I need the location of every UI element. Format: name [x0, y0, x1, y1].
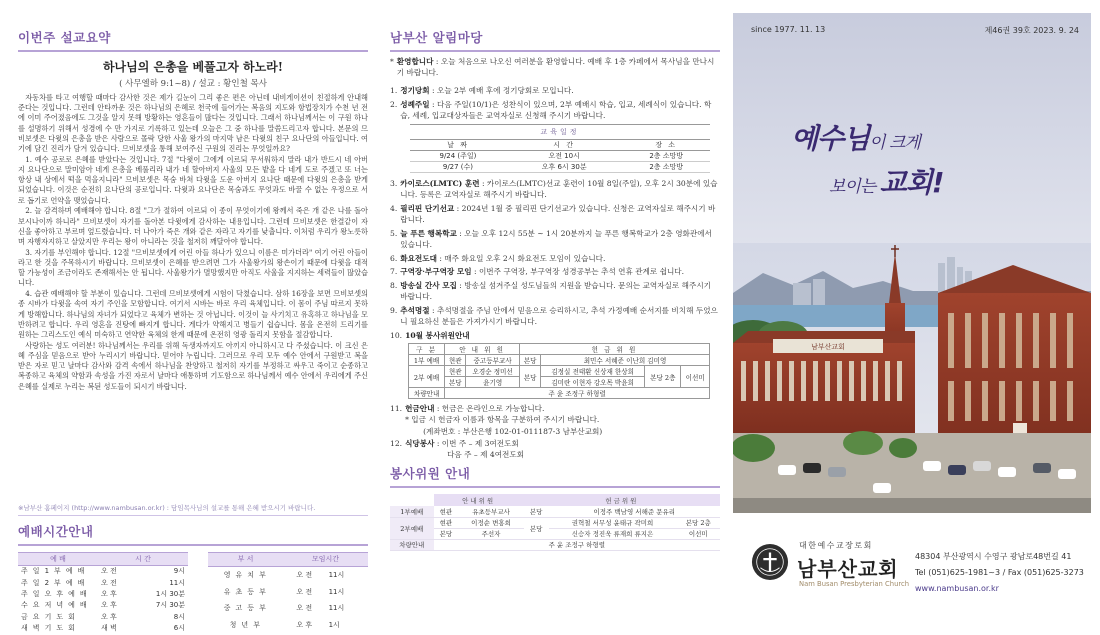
bullet: * — [390, 57, 394, 66]
notice-number: 10. — [390, 330, 403, 340]
notice-label: 성례주일 — [400, 100, 430, 110]
department-time: 1시 — [328, 621, 340, 630]
divider — [18, 544, 368, 546]
slogan-line-1 — [791, 117, 920, 157]
schedule-date: 9/24 (주일) — [410, 151, 506, 162]
worship-name: 주 일 오 후 예 배 — [21, 589, 89, 598]
worship-time: 7시 30분 — [155, 601, 185, 610]
schedule-date: 9/27 (수) — [410, 162, 506, 173]
table-row — [390, 506, 720, 517]
service-name: 1부예배 — [390, 506, 434, 517]
offering-names: 권혁철 서무성 윤태규 곽미희 — [549, 517, 677, 528]
notice-item — [390, 85, 720, 96]
offering-names: 이선미 — [681, 366, 710, 388]
offering-place: 본당 — [520, 355, 541, 366]
cover-panel — [733, 13, 1091, 625]
divider — [18, 50, 368, 52]
notice-label: 늘 푸른 행복학교 — [400, 228, 457, 238]
notice-text: : 매주 화요일 오후 2시 화요전도 모임이 있습니다. — [436, 253, 606, 263]
column-header: 헌금위원 — [524, 494, 720, 506]
notice-label: 방송실 간사 모집 — [400, 281, 457, 291]
church-address: 48304 부산광역시 수영구 광남로48번길 41 — [915, 552, 1072, 561]
sermon-meta: ( 사무엘하 9:1~8) / 설교 : 황인철 목사 — [119, 79, 267, 89]
table-row — [208, 617, 368, 634]
department-period: 오 전 — [296, 604, 313, 613]
notices-column — [390, 28, 720, 628]
column-header: 헌 금 위 원 — [520, 344, 710, 355]
worship-tables — [18, 552, 368, 634]
department-period: 오 전 — [296, 570, 313, 579]
notice-label: 추석명절 — [400, 306, 430, 316]
usher-place: 본당 — [445, 377, 466, 388]
table-row — [18, 588, 188, 599]
worship-period: 오 전 — [101, 567, 117, 576]
schedule-place: 2층 소망방 — [622, 151, 710, 162]
notice-label: 필리핀 단기선교 — [400, 203, 455, 213]
department-name: 영 유 치 부 — [223, 570, 268, 579]
department-period: 오 후 — [296, 621, 313, 630]
worship-time: 1시 30분 — [155, 589, 185, 598]
sermon-paragraph: 사랑하는 성도 여러분! 하나님께서는 우리를 위해 독생자까지도 아끼지 아니하시고 다 주셨습니다. 이 크신 은혜 주심을 믿음으로 받아 누리시기 바랍니다. 믿어야 누립니다. 그러므로 우리 모두 예수 안에서 구원받고 복을 받은 자로 믿고 날마다 감사와 감격 속에서 하나님을 찬양하고 철저히 자기를 부정하고 싸우고 죽이고 순종하고 복종하고 육체의 약함과 속성을 가진 자로서 날마다 애통하며 기도함으로 하나님께서 예수 안에서 우리에게 주신 은혜를 실제로 누리는 복된 성도들이 되시기 바랍니다. — [18, 340, 368, 391]
table-row — [410, 162, 710, 173]
notice-number: 11. — [390, 404, 403, 414]
offering-names: 이정주 백남영 서해준 문유리 — [549, 506, 720, 517]
divider — [18, 515, 368, 516]
department-name: 중 고 등 부 — [223, 604, 268, 613]
usher-place: 현관 — [445, 366, 466, 377]
service-name: 차량안내 — [409, 388, 445, 399]
notice-text: : 다음 주일(10/1)은 성찬식이 있으며, 2부 예배시 학습, 입교, 세례식이 있습니다. 학습, 세례, 입교대상자들은 교역자실로 신청해 주시기 바랍니다. — [400, 100, 712, 121]
notice-item — [390, 266, 720, 277]
notice-number: 3. — [390, 179, 398, 189]
usher-names: 유초등부교사 — [458, 506, 523, 517]
church-contact — [915, 549, 1084, 597]
department-name: 유 초 등 부 — [223, 587, 268, 596]
church-name: 남부산교회 — [797, 557, 899, 581]
table-row — [410, 151, 710, 162]
notice-subtext: * 입금 시 헌금자 이름과 항목을 구분하여 주시기 바랍니다. — [405, 415, 600, 425]
notice-text: : 이번주 구역장, 부구역장 성경공부는 추석 연휴 관계로 쉽니다. — [471, 267, 685, 277]
notice-number: 7. — [390, 267, 398, 277]
column-header: 모임시간 — [283, 553, 368, 567]
offering-place: 본당 — [524, 506, 549, 517]
usher-names: 윤기영 — [466, 377, 520, 388]
usher-place: 본당 — [434, 528, 459, 539]
sermon-section-title: 이번주 설교요약 — [18, 30, 111, 45]
column-header: 부 서 — [208, 553, 283, 567]
worship-period: 오 후 — [101, 612, 117, 621]
worship-period: 오 전 — [101, 578, 117, 587]
usher-names: 오경순 정미선 — [466, 366, 520, 377]
worship-time: 6시 — [173, 624, 185, 633]
column-header: 예 배 — [18, 553, 98, 566]
sermon-paragraph: 2. 늘 감격하며 예배해야 합니다. 8절 "그가 절하여 이르되 이 종이 무엇이기에 왕께서 죽은 개 같은 나를 돌아보시나이까 하니라" 므비보셋이 자기를 돌아본 다윗에게 감사하는 내용입니다. 그런데 므비보셋은 한결같이 자신을 좋아하고 부르며 엎드렸습니다. 더 나아가 죽은 개와 같은 자라고 자기를 낮춥니다. 이처럼 우리가 왕노릇하며 자행자지하고 살았지만 우리는 왕이 아니라는 것을 철저히 깨달아야 합니다. — [18, 206, 368, 247]
column-header: 구 분 — [409, 344, 445, 355]
sermon-column — [18, 28, 368, 633]
notice-number: 9. — [390, 306, 398, 316]
column-header: 시 간 — [98, 553, 188, 566]
notice-text: : 오늘 오후 12시 55분 ~ 1시 20분까지 늘 푸른 행복학교가 2층 영화관에서 있습니다. — [400, 228, 712, 250]
column-header: 안 내 위 원 — [445, 344, 520, 355]
department-period: 오 전 — [296, 587, 313, 596]
department-name: 청 년 부 — [229, 621, 262, 630]
service-name: 1부 예배 — [409, 355, 445, 366]
notice-item — [390, 403, 720, 437]
notice-number: 12. — [390, 438, 403, 448]
table-row — [390, 528, 720, 539]
notice-item — [390, 253, 720, 264]
notice-text: : 오늘 2부 예배 후에 정기당회로 모입니다. — [429, 86, 574, 96]
sermon-paragraph: 3. 자기를 부인해야 합니다. 12절 "므비보셋에게 어린 아들 하나가 있으니 이름은 미가더라" 여기 어린 아들이라고 한 것을 주목하시기 바랍니다. 므비보셋이 은혜를 받으려면 그가 사울왕가의 왕손이기 때문에 다윗을 대적할 가능성이 조금이라도 존재해서는 안 됩니다. 사울왕가가 멸망했지만 아직도 사울을 지지하는 세력들이 많았습니다. — [18, 247, 368, 288]
offering-names: 김미란 이현자 강오목 박윤희 — [541, 377, 645, 388]
notice-text: : 2024년 1월 중 필리핀 단기선교가 있습니다. 신청은 교역자실로 해주시기 바랍니다. — [400, 203, 716, 225]
department-time: 11시 — [328, 604, 345, 613]
table-row — [208, 583, 368, 600]
worship-name: 수 요 저 녁 예 배 — [21, 601, 89, 610]
parking-names: 주 윤 조정구 하형렬 — [445, 388, 710, 399]
denomination-label: 대한예수교장로회 — [799, 541, 873, 550]
notice-number: 5. — [390, 228, 398, 238]
table-row — [208, 566, 368, 583]
usher-place: 현관 — [434, 517, 459, 528]
cover-background — [733, 13, 1091, 513]
slogan-text: 보이는 — [829, 177, 880, 197]
offering-names: 김정실 전태환 신상재 한상희 — [541, 366, 645, 377]
service-name: 2부 예배 — [409, 366, 445, 388]
worship-name: 주 일 1 부 예 배 — [21, 567, 86, 576]
table-row — [208, 600, 368, 617]
notice-label: 카이로스(LMTC) 훈련 — [400, 179, 480, 189]
church-building-photo — [733, 243, 1091, 513]
notice-item — [390, 99, 720, 121]
education-schedule-table — [410, 124, 710, 173]
notice-number: 1. — [390, 86, 398, 96]
notice-text: : 카이로스(LMTC)선교 훈련이 10월 8일(주일), 오후 2시 30분에 있습니다. 등록은 교역자실로 해주시기 바랍니다. — [400, 179, 718, 200]
october-volunteer-table — [408, 343, 710, 399]
slogan-line-2 — [829, 161, 944, 201]
table-row — [390, 539, 720, 550]
church-english-name: Nam Busan Presbyterian Church — [799, 580, 910, 588]
offering-place: 본당 2층 — [645, 366, 681, 388]
service-name: 차량안내 — [390, 539, 434, 550]
notice-welcome — [390, 56, 720, 78]
schedule-time: 오전 10시 — [506, 151, 622, 162]
church-website-link[interactable]: www.nambusan.or.kr — [915, 584, 999, 593]
notice-item — [390, 438, 720, 460]
volunteer-table — [390, 494, 720, 551]
table-row — [409, 355, 710, 366]
divider — [390, 486, 720, 488]
worship-time: 11시 — [169, 578, 185, 587]
slogan-text: 교회! — [879, 166, 944, 199]
schedule-time: 오후 6시 30분 — [506, 162, 622, 173]
volunteers-section-title: 봉사위원 안내 — [390, 466, 471, 482]
department-time: 11시 — [328, 570, 345, 579]
usher-place: 현관 — [445, 355, 466, 366]
worship-period: 오 후 — [101, 589, 117, 598]
notice-text: : 추석명절을 주님 안에서 믿음으로 승리하시고, 추석 가정예배 순서지를 비치해 두었으니 필요하신 분들은 가져가시기 바랍니다. — [400, 306, 718, 327]
notice-text: : 이번 주 – 제 3여전도회 — [434, 438, 519, 448]
svg-text:남부산교회: 남부산교회 — [811, 343, 845, 351]
table-row — [390, 517, 720, 528]
offering-names: 신승자 정진욱 류재희 류지은 — [549, 528, 677, 539]
table-row — [18, 577, 188, 588]
notice-label: 구역장·부구역장 모임 — [400, 267, 472, 277]
notice-item — [390, 330, 720, 341]
slogan-text: 예수님 — [791, 122, 870, 155]
table-row — [409, 388, 710, 399]
worship-name: 새 벽 기 도 회 — [21, 624, 77, 633]
table-row — [18, 622, 188, 633]
notice-number: 2. — [390, 100, 398, 110]
notice-item — [390, 178, 720, 200]
column-header: 장 소 — [622, 140, 710, 151]
notice-label: 정기당회 — [400, 86, 430, 96]
offering-place: 본당 — [524, 517, 549, 539]
usher-names: 이정순 변홍희 — [458, 517, 523, 528]
notice-text: : 오늘 처음으로 나오신 여러분을 환영합니다. 예배 후 1층 카페에서 목사님을 만나시기 바랍니다. — [396, 57, 715, 78]
sermon-paragraph: 4. 습관 예배해야 할 부분이 있습니다. 그런데 므비보셋에게 시험이 닥쳤습니다. 삼하 16장을 보면 므비보셋의 종 시바가 다윗을 속여 자기 주인을 모함합니다. 여기서 시바는 바로 우리 육체입니다. 이 몸이 주님 따르지 못하게 방해합니다. 하나님의 자녀가 되었다고 육체가 변하는 것 아닙니다. 이것이 늘 사기치고 유혹하고 하나님을 모반하려고 합니다. 우리 영혼을 진탕에 빠지게 합니다. 게다가 약해지고 병들기 쉽습니다. 몸을 온전히 드리기를 원하는 그리스도인 예식 미숙하고 연약한 육체의 한계 때문에 온전히 영광 돌리지 못함을 절감합니다. — [18, 289, 368, 340]
homepage-note: ※남부산 홈페이지 (http://www.nambusan.or.kr) : 담임목사님의 설교를 통해 은혜 받으시기 바랍니다. — [18, 504, 316, 512]
notice-label: 헌금안내 — [405, 404, 435, 414]
offering-place: 본당 — [520, 366, 541, 388]
table-caption: 교육일정 — [410, 124, 710, 139]
offering-names: 이선미 — [677, 528, 721, 539]
usher-place: 현관 — [434, 506, 459, 517]
notice-item — [390, 203, 720, 225]
notice-item — [390, 280, 720, 302]
church-info — [733, 513, 1091, 625]
notice-label: 식당봉사 — [405, 438, 435, 448]
table-row — [409, 366, 710, 377]
notice-item — [390, 305, 720, 327]
offering-place: 본당 2층 — [677, 517, 721, 528]
sermon-paragraph: 1. 예수 공로로 은혜를 받았다는 것입니다. 7절 "다윗이 그에게 이르되 무서워하지 말라 내가 반드시 네 아버지 요나단으로 말미암아 네게 은총을 베풀리라 내가 네 할아버지 사울의 모든 밭을 다 네게 도로 주겠고 또 너는 항상 내 상에서 떡을 먹을지니라" 므비보셋은 목숨 바쳐 다윗을 도운 아버지 요나단 때문에 다윗의 은총을 받게 되었습니다. 이것은 순전히 요나단의 공로입니다. 다윗과 요나단은 목숨과도 무엇과도 바꿀 수 없는 우정으로 서로 돕기로 언약을 맺었습니다. — [18, 154, 368, 205]
schedule-place: 2층 소망방 — [622, 162, 710, 173]
department-times-table — [208, 552, 368, 634]
notice-text: : 방송실 섬겨주실 성도님들의 지원을 받습니다. 문의는 교역자실로 해주시기 바랍니다. — [400, 281, 711, 302]
worship-time: 9시 — [173, 567, 185, 576]
table-row — [18, 600, 188, 611]
notice-number: 8. — [390, 281, 398, 291]
usher-names: 중고등부교사 — [466, 355, 520, 366]
since-date: since 1977. 11. 13 — [751, 25, 826, 34]
service-name: 2부예배 — [390, 517, 434, 539]
worship-time: 8시 — [173, 612, 185, 621]
notice-item — [390, 228, 720, 250]
department-time: 11시 — [328, 587, 345, 596]
notice-label: 10월 봉사위원안내 — [405, 330, 470, 340]
bank-account: (계좌번호 : 부산은행 102-01-011187-3 남부산교회) — [423, 426, 603, 436]
table-row — [18, 611, 188, 622]
column-header: 안내위원 — [434, 494, 524, 506]
notice-label: 환영합니다 — [396, 57, 434, 66]
notice-text: : 헌금은 온라인으로 가능합니다. — [434, 404, 545, 414]
church-seal-icon — [751, 543, 789, 581]
worship-section-title: 예배시간안내 — [18, 524, 94, 539]
divider — [390, 50, 720, 52]
offering-names: 최민수 서혜준 이난희 김미영 — [541, 355, 710, 366]
column-header: 날 짜 — [410, 140, 506, 151]
notice-text: 다음 주 – 제 4여전도회 — [447, 449, 525, 459]
slogan-text: 이 크게 — [869, 133, 920, 153]
parking-names: 주 윤 조정구 하형렬 — [434, 539, 720, 550]
notice-number: 4. — [390, 203, 398, 213]
sermon-paragraph: 자동차를 타고 여행할 때마다 감사한 것은 제가 길눈이 그리 좋은 편은 아닌데 내비게이션이 친절하게 안내해 준다는 것입니다. 그런데 안타까운 것은 하나님의 은혜로 천국에 들어가는 복음의 지도와 항법장치가 수천 년 전에 이미 주어졌음에도 그것을 알지 못해 방황하는 영혼들이 많다는 것입니다. 그래서 하나님께서는 이 구원 하나를 설명하기 위해서 성경에 수 만 가지로 기록하고 있는데 오늘은 그 중 하나를 말씀드리고자 합니다. 본문의 므비보셋은 다윗의 은총을 받은 사람으로 몰락 당한 사울 왕가의 마지막 남은 다윗의 친구 요나단의 아들입니다. 여기에 담긴 진리가 담겨 있습니다. 므비보셋을 통해 보여주신 구원의 진리는 무엇일까요? — [18, 93, 368, 154]
usher-names: 주선자 — [458, 528, 523, 539]
worship-times-table — [18, 552, 188, 634]
notice-label: 화요전도대 — [400, 253, 437, 263]
column-header: 시 간 — [506, 140, 622, 151]
worship-name: 금 요 기 도 회 — [21, 612, 77, 621]
sermon-body — [18, 93, 368, 499]
notices-section-title: 남부산 알림마당 — [390, 30, 483, 45]
worship-period: 오 후 — [101, 601, 117, 610]
notice-list — [390, 56, 720, 460]
issue-number: 제46권 39호 2023. 9. 24 — [984, 26, 1079, 35]
church-phone: Tel (051)625-1981~3 / Fax (051)625-3273 — [915, 568, 1084, 577]
worship-name: 주 일 2 부 예 배 — [21, 578, 86, 587]
table-row — [18, 566, 188, 577]
worship-period: 새 벽 — [101, 624, 117, 633]
notice-number: 6. — [390, 253, 398, 263]
sermon-title: 하나님의 은총을 베풀고자 하노라! — [102, 60, 284, 74]
